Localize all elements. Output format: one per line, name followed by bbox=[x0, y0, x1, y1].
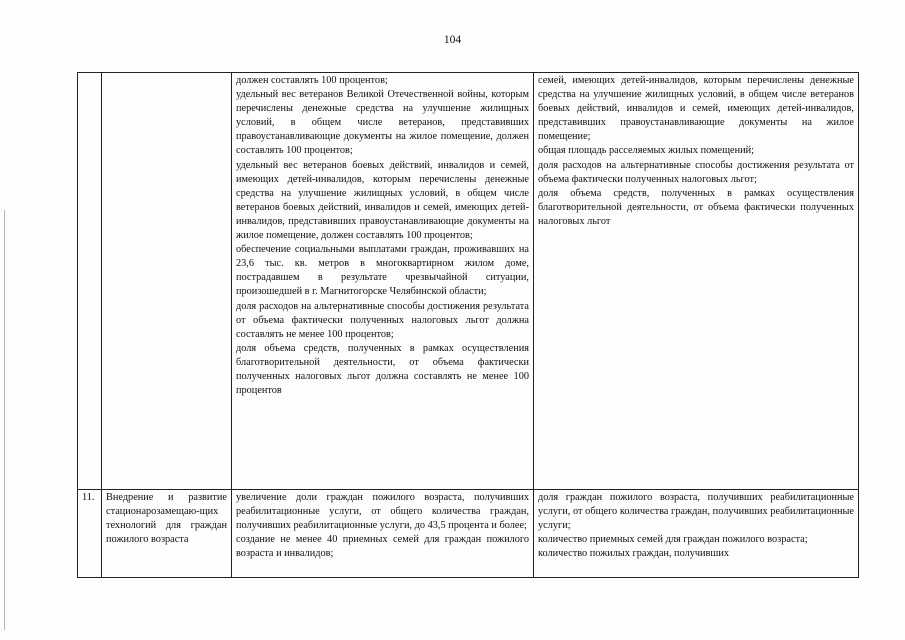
measure-name-cell bbox=[102, 490, 232, 578]
indicator-item: количество приемных семей для граждан пожилого возраста; bbox=[538, 534, 808, 546]
target-item: доля объема средств, полученных в рамках осуществления благотворительной деятельности, от объема фактически полученных налоговых льгот должна составлять не менее 100 процентов bbox=[236, 342, 529, 397]
indicator-item: доля граждан пожилого возраста, получивших реабилитационные услуги, от общего количества граждан, получивших реабилитационные услуги; bbox=[538, 492, 854, 532]
target-item: обеспечение социальными выплатами граждан, проживавших на 23,6 тыс. кв. метров в многоквартирном жилом доме, пострадавшем в результате чрезвычайной ситуации, произошедшей в г. Магнитогорске Челябинской области; bbox=[236, 244, 529, 298]
indicator-item: доля расходов на альтернативные способы достижения результата от объема фактически полученных налоговых льгот; bbox=[538, 159, 854, 185]
indicators-cell bbox=[534, 490, 859, 578]
page-number: 104 bbox=[443, 34, 462, 46]
indicator-item: доля объема средств, полученных в рамках осуществления благотворительной деятельности, от объема фактически полученных налоговых льгот bbox=[538, 187, 854, 227]
indicator-item: количество пожилых граждан, получивших bbox=[538, 548, 730, 560]
target-results-cell bbox=[232, 490, 534, 578]
target-item: удельный вес ветеранов боевых действий, инвалидов и семей, имеющих детей-инвалидов, которым перечислены денежные средства на улучшение жилищных условий, в общем числе ветеранов боевых действий, инвалидов и семей, имеющих детей-инвалидов, представивших правоустанавливающие документы на жилое помещение, должен составлять 100 процентов; bbox=[236, 159, 529, 242]
program-table bbox=[77, 72, 859, 578]
target-item: удельный вес ветеранов Великой Отечественной войны, которым перечислены денежные средства на улучшение жилищных условий, в общем числе ветеранов, представивших правоустанавливающие документы на жилое помещение, должен составлять 100 процентов; bbox=[236, 89, 529, 157]
table-row-11 bbox=[78, 490, 859, 578]
measure-name-cell bbox=[102, 73, 232, 490]
target-item: увеличение доли граждан пожилого возраста, получивших реабилитационные услуги, от общего количества граждан, получивших реабилитационные услуги, до 43,5 процента и более; bbox=[236, 492, 529, 532]
table-row-continuation bbox=[78, 73, 859, 490]
target-item: доля расходов на альтернативные способы достижения результата от объема фактически полученных налоговых льгот должна составлять не менее 100 процентов; bbox=[236, 300, 529, 340]
scan-edge-line bbox=[4, 210, 5, 630]
indicators-cell bbox=[534, 73, 859, 490]
target-item: должен составлять 100 процентов; bbox=[236, 75, 388, 86]
indicator-item: общая площадь расселяемых жилых помещений; bbox=[538, 145, 755, 157]
measure-name-text: Внедрение и развитие стационарозамещаю-щих технологий для граждан пожилого возраста bbox=[106, 492, 227, 546]
row-number-cell: 11. bbox=[78, 490, 102, 578]
indicator-item: семей, имеющих детей-инвалидов, которым перечислены денежные средства на улучшение жилищных условий, в общем числе ветеранов боевых действий, инвалидов и семей, имеющих детей-инвалидов, представивших правоустанавливающие документы на жилое помещение; bbox=[538, 75, 854, 143]
target-results-cell bbox=[232, 73, 534, 490]
row-number-cell bbox=[78, 73, 102, 490]
target-item: создание не менее 40 приемных семей для граждан пожилого возраста и инвалидов; bbox=[236, 534, 529, 560]
